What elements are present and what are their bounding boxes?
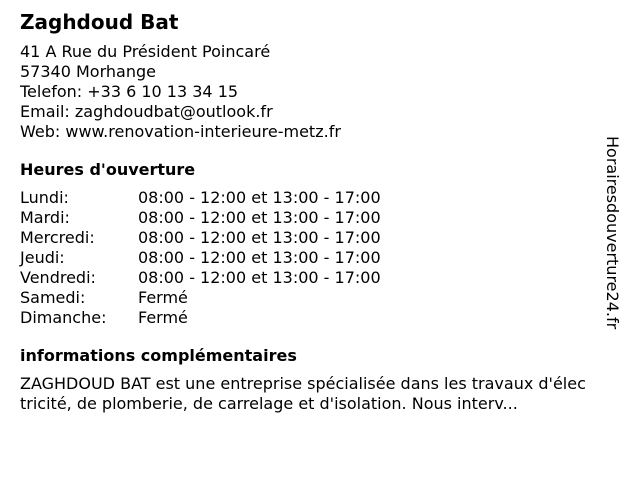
address-line-2: 57340 Morhange bbox=[20, 62, 156, 81]
brand-watermark-link[interactable]: Horairesdouverture24.fr bbox=[603, 136, 622, 330]
day-label: Vendredi: bbox=[20, 268, 96, 287]
day-label: Mercredi: bbox=[20, 228, 95, 247]
additional-info-text: ZAGHDOUD BAT est une entreprise spécialisée dans les travaux d'électricité, de plomberie, de carrelage et d'isolation. Nous interv... bbox=[20, 374, 586, 413]
web-label: Web: bbox=[20, 122, 61, 141]
hours-value: 08:00 - 12:00 et 13:00 - 17:00 bbox=[138, 188, 381, 207]
hours-value: 08:00 - 12:00 et 13:00 - 17:00 bbox=[138, 228, 381, 247]
hours-value: 08:00 - 12:00 et 13:00 - 17:00 bbox=[138, 248, 381, 267]
hours-value: 08:00 - 12:00 et 13:00 - 17:00 bbox=[138, 268, 381, 287]
hours-row-samedi bbox=[20, 288, 610, 308]
business-name: Zaghdoud Bat bbox=[20, 10, 179, 34]
phone-number[interactable]: +33 6 10 13 34 15 bbox=[87, 82, 239, 101]
hours-value: Fermé bbox=[138, 288, 188, 307]
web-line bbox=[20, 122, 610, 142]
main-content bbox=[20, 8, 610, 414]
hours-row-mercredi bbox=[20, 228, 610, 248]
website-link[interactable]: www.renovation-interieure-metz.fr bbox=[65, 122, 341, 141]
day-label: Jeudi: bbox=[20, 248, 65, 267]
address-line-1: 41 A Rue du Président Poincaré bbox=[20, 42, 271, 61]
hours-row-jeudi bbox=[20, 248, 610, 268]
email-label: Email: bbox=[20, 102, 70, 121]
opening-hours-table bbox=[20, 188, 610, 328]
hours-row-mardi bbox=[20, 208, 610, 228]
additional-info-title: informations complémentaires bbox=[20, 346, 297, 365]
hours-row-dimanche bbox=[20, 308, 610, 328]
day-label: Dimanche: bbox=[20, 308, 107, 327]
phone-line bbox=[20, 82, 610, 102]
email-line bbox=[20, 102, 610, 122]
hours-value: 08:00 - 12:00 et 13:00 - 17:00 bbox=[138, 208, 381, 227]
day-label: Samedi: bbox=[20, 288, 86, 307]
hours-row-lundi bbox=[20, 188, 610, 208]
phone-label: Telefon: bbox=[20, 82, 83, 101]
day-label: Mardi: bbox=[20, 208, 70, 227]
hours-row-vendredi bbox=[20, 268, 610, 288]
opening-hours-title: Heures d'ouverture bbox=[20, 160, 196, 179]
email-address[interactable]: zaghdoudbat@outlook.fr bbox=[74, 102, 273, 121]
day-label: Lundi: bbox=[20, 188, 69, 207]
hours-value: Fermé bbox=[138, 308, 188, 327]
